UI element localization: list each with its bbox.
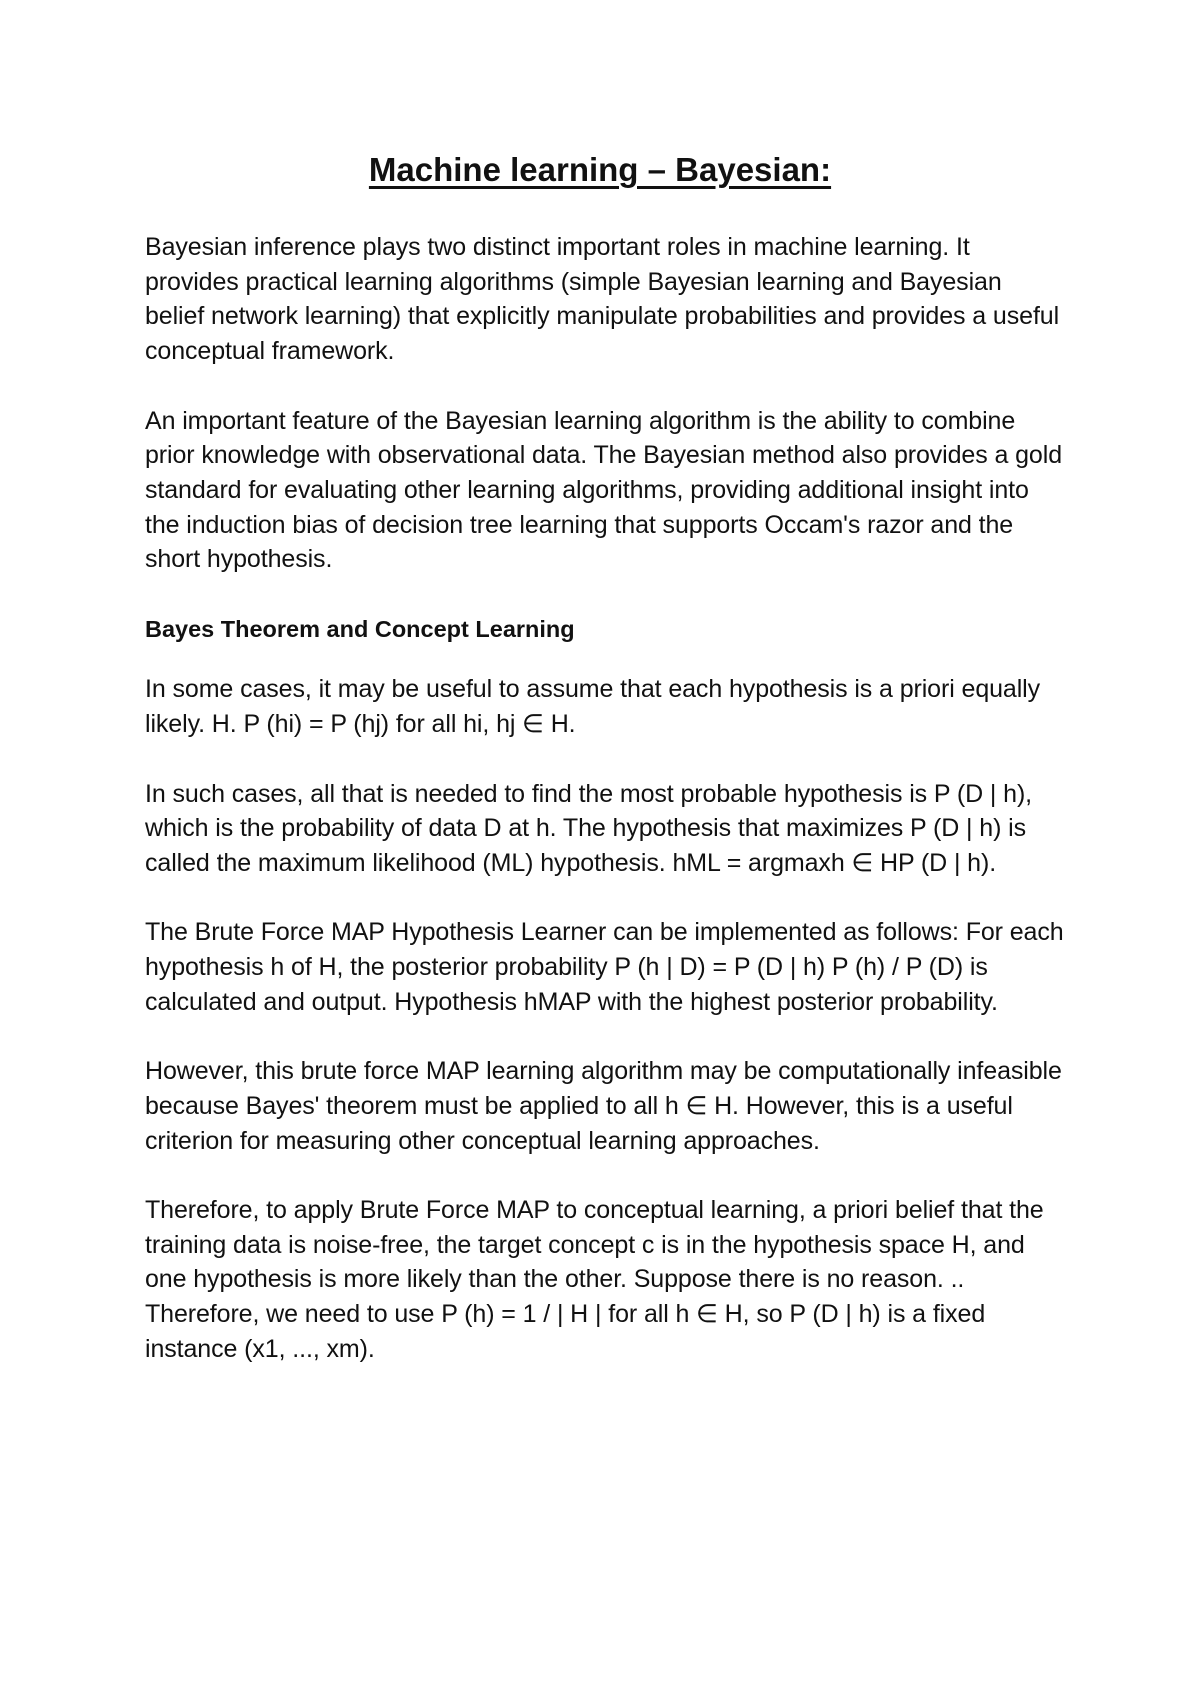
paragraph-section-1: In some cases, it may be useful to assume that each hypothesis is a priori equally likely. H. P (hi) = P (hj) for all hi, hj ∈ H. xyxy=(145,675,1041,739)
document-body xyxy=(145,230,1065,1401)
section-heading: Bayes Theorem and Concept Learning xyxy=(145,615,575,642)
paragraph-intro-1: Bayesian inference plays two distinct important roles in machine learning. It provides practical learning algorithms (simple Bayesian learning and Bayesian belief network learning) that explicitly manipulate probabilities and provides a useful conceptual framework. xyxy=(145,233,1060,366)
paragraph-section-5: Therefore, to apply Brute Force MAP to conceptual learning, a priori belief that the training data is noise-free, the target concept c is in the hypothesis space H, and one hypothesis is more likely than the other. Suppose there is no reason. .. Therefore, we need to use P (h) = 1 / | H | for all h ∈ H, so P (D | h) is a fixed instance (x1, ..., xm). xyxy=(145,1195,1044,1363)
page-title: Machine learning – Bayesian: xyxy=(368,151,832,188)
paragraph-intro-2: An important feature of the Bayesian learning algorithm is the ability to combine prior knowledge with observational data. The Bayesian method also provides a gold standard for evaluating other learning algorithms, providing additional insight into the induction bias of decision tree learning that supports Occam's razor and the short hypothesis. xyxy=(145,406,1062,574)
paragraph-section-3: The Brute Force MAP Hypothesis Learner can be implemented as follows: For each hypothesis h of H, the posterior probability P (h | D) = P (D | h) P (h) / P (D) is calculated and output. Hypothesis hMAP with the highest posterior probability. xyxy=(145,918,1064,1016)
paragraph-section-2: In such cases, all that is needed to find the most probable hypothesis is P (D | h), which is the probability of data D at h. The hypothesis that maximizes P (D | h) is called the maximum likelihood (ML) hypothesis. hML = argmaxh ∈ HP (D | h). xyxy=(145,779,1033,877)
paragraph-section-4: However, this brute force MAP learning algorithm may be computationally infeasible because Bayes' theorem must be applied to all h ∈ H. However, this is a useful criterion for measuring other conceptual learning approaches. xyxy=(145,1057,1062,1155)
